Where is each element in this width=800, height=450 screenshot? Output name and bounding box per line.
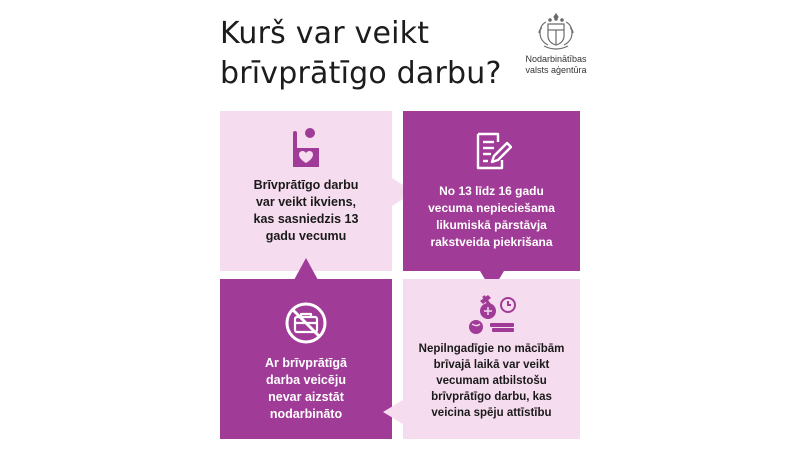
panel-4-line: brīvprātīgo darbu, kas (431, 391, 552, 403)
panel-2-line: rakstveida piekrišana (430, 235, 553, 249)
panel-1-line: gadu vecumu (265, 229, 347, 243)
panel-2-line: No 13 līdz 16 gadu (439, 184, 544, 198)
panel-3-pointer (294, 258, 318, 280)
title-line-2: brīvprātīgo darbu? (220, 56, 502, 91)
panel-3-line: nevar aizstāt (268, 390, 344, 404)
panel-minors-leisure (403, 279, 580, 439)
panel-3-line: darba veicēju (266, 373, 346, 387)
page-title (220, 14, 502, 94)
panel-no-replace-employee (220, 279, 392, 439)
no-briefcase-icon (284, 301, 328, 345)
leisure-activities-icon (464, 293, 520, 335)
volunteer-heart-icon (289, 127, 323, 167)
panel-4-line: vecumam atbilstošu (436, 375, 547, 387)
panel-2-line: likumiskā pārstāvja (436, 218, 547, 232)
panel-1-line: var veikt ikviens, (255, 195, 357, 209)
panel-3-line: nodarbināto (269, 407, 343, 421)
title-line-1: Kurš var veikt (220, 16, 430, 51)
panel-1-line: Brīvprātīgo darbu (253, 178, 359, 192)
coat-of-arms-icon (534, 10, 578, 50)
panel-4-line: Nepilngadīgie no mācībām (418, 343, 565, 355)
logo-line-1: Nodarbinātības (525, 54, 587, 64)
panel-1-line: kas sasniedzis 13 (253, 212, 359, 226)
document-sign-icon (472, 131, 512, 171)
panel-4-line: brīvajā laikā var veikt (433, 359, 550, 371)
panel-3-line: Ar brīvprātīgā (265, 356, 347, 370)
panel-guardian-consent (403, 111, 580, 271)
panel-4-line: veicina spēju attīstību (431, 407, 552, 419)
agency-logo (520, 10, 592, 76)
logo-line-2: valsts aģentūra (525, 65, 587, 75)
panel-anyone-13 (220, 111, 392, 271)
panel-2-line: vecuma nepieciešama (428, 201, 555, 215)
panel-4-pointer (383, 400, 403, 424)
